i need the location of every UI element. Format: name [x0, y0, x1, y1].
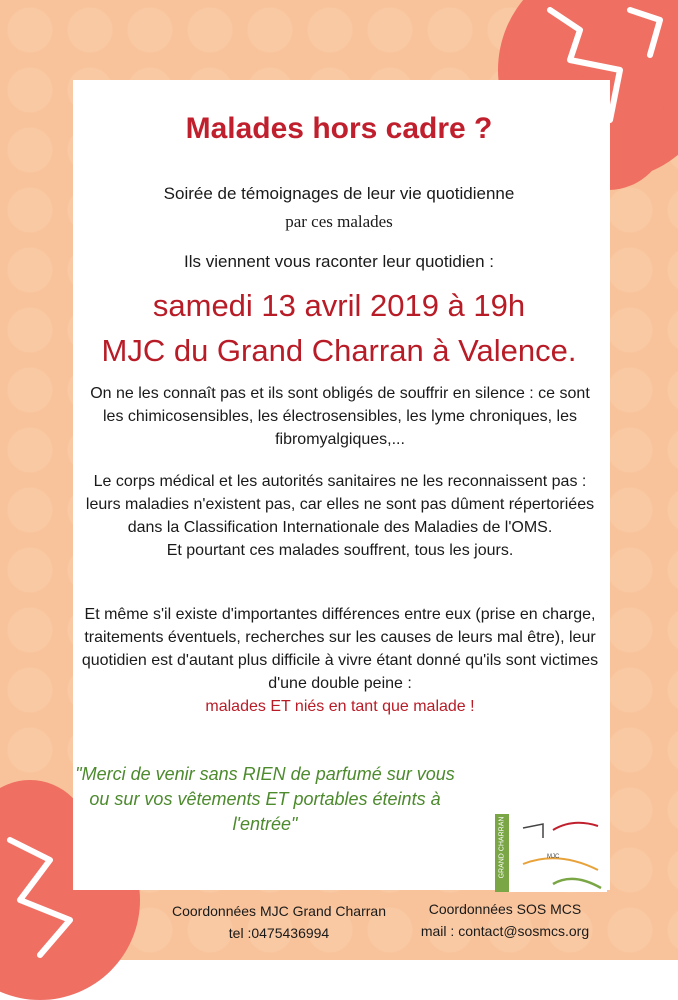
paragraph-2	[80, 470, 600, 562]
logo-vertical-text: GRAND CHARRAN	[498, 816, 506, 879]
mjc-logo	[495, 814, 607, 892]
paragraph-2-text: Le corps médical et les autorités sanitaires ne les reconnaissent pas : leurs maladies n'existent pas, car elles ne sont pas dûment répertoriées dans la Classification Internationale des Maladies de l'OMS.	[85, 473, 595, 536]
emphasis-line: malades ET niés en tant que malade !	[205, 698, 475, 715]
event-date: samedi 13 avril 2019 à 19h	[152, 288, 526, 323]
footer-mjc-phone[interactable]: tel :0475436994	[228, 925, 330, 941]
paragraph-3-text: Et même s'il existe d'importantes différences entre eux (prise en charge, traitements éventuels, recherches sur les causes de leurs mal être), leur quotidien est d'autant plus difficile à vivre étant donné qu'ils sont victimes d'une double peine :	[81, 606, 599, 692]
logo-graphic	[513, 814, 607, 892]
paragraph-3	[80, 603, 600, 718]
page-title: Malades hors cadre ?	[185, 112, 493, 145]
event-place: MJC du Grand Charran à Valence.	[101, 333, 577, 368]
footer-sos-contact	[405, 898, 605, 942]
footer-mjc-title: Coordonnées MJC Grand Charran	[172, 903, 386, 919]
footer-sos-mail[interactable]: mail : contact@sosmcs.org	[420, 923, 590, 939]
subtitle-line-2: par ces malades	[285, 212, 393, 231]
subtitle-line-1: Soirée de témoignages de leur vie quotidienne	[163, 184, 515, 203]
paragraph-2-continuation: Et pourtant ces malades souffrent, tous les jours.	[166, 542, 514, 559]
logo-side-band	[495, 814, 509, 892]
quote-note: "Merci de venir sans RIEN de parfumé sur vous ou sur vos vêtements ET portables éteints à l'entrée"	[75, 764, 455, 834]
footer-mjc-contact	[154, 900, 404, 944]
paragraph-1: On ne les connaît pas et ils sont obligés de souffrir en silence : ce sont les chimicosensibles, les électrosensibles, les lyme chroniques, les fibromyalgiques,...	[90, 385, 590, 448]
intro-line: Ils viennent vous raconter leur quotidien :	[184, 252, 494, 271]
logo-label: MJC	[547, 854, 560, 860]
footer-sos-title: Coordonnées SOS MCS	[428, 901, 582, 917]
